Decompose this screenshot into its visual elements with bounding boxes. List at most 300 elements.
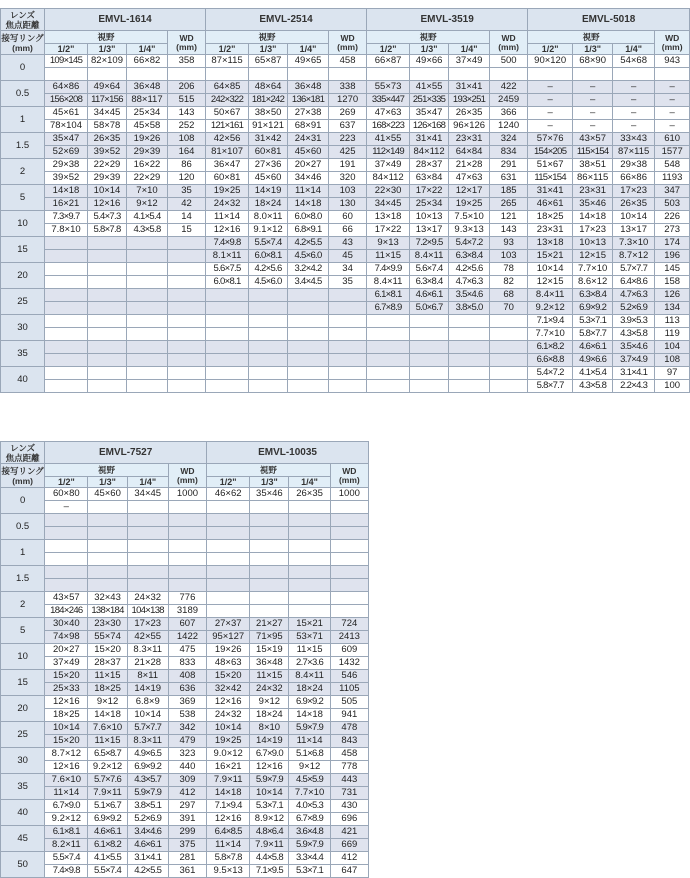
working-distance-cell: 309 (168, 774, 206, 787)
field-of-view-cell (88, 367, 127, 380)
extension-ring-value: 0 (1, 488, 45, 514)
working-distance-cell (655, 68, 690, 81)
field-of-view-cell (206, 328, 249, 341)
field-of-view-cell (207, 501, 250, 514)
working-distance-cell (329, 367, 367, 380)
field-of-view-cell: 6.5×8.7 (88, 748, 127, 761)
wd-header: WD (mm) (168, 464, 206, 488)
field-of-view-cell: 46×62 (207, 488, 250, 501)
working-distance-cell: 443 (330, 774, 368, 787)
field-of-view-cell: 6.4×8.5 (207, 826, 250, 839)
field-of-view-cell (127, 501, 168, 514)
field-of-view-cell: 9.2×12 (45, 813, 88, 826)
field-of-view-cell: 4.1×5.4 (573, 367, 613, 380)
field-of-view-cell: 50×67 (206, 107, 249, 120)
field-of-view-cell: 19×26 (207, 644, 250, 657)
working-distance-cell: 515 (168, 94, 206, 107)
field-of-view-cell (45, 328, 88, 341)
working-distance-cell: 60 (329, 211, 367, 224)
field-of-view-cell (45, 553, 88, 566)
field-of-view-cell: 14×18 (45, 185, 88, 198)
working-distance-cell: 458 (330, 748, 368, 761)
field-of-view-cell: 31×41 (449, 81, 490, 94)
field-of-view-cell: 41×55 (367, 133, 410, 146)
working-distance-cell: 121 (490, 211, 528, 224)
field-of-view-cell: 74×98 (45, 631, 88, 644)
field-of-view-cell: 126×168 (410, 120, 449, 133)
field-of-view-cell: 7.1×9.5 (250, 865, 289, 878)
field-of-view-cell: 4.3×5.8 (127, 224, 168, 237)
working-distance-cell: 425 (329, 146, 367, 159)
field-of-view-cell (249, 289, 288, 302)
table-row (1, 514, 369, 527)
working-distance-cell: 696 (330, 813, 368, 826)
model-header: EMVL-7527 (45, 442, 207, 464)
field-of-view-cell: 9.3×13 (449, 224, 490, 237)
field-of-view-cell: 7.4×9.9 (367, 263, 410, 276)
field-of-view-cell: 13×18 (528, 237, 573, 250)
field-of-view-cell: 5.7×7.7 (613, 263, 655, 276)
field-of-view-cell: 9×12 (289, 761, 330, 774)
field-of-view-cell: – (573, 107, 613, 120)
working-distance-cell (168, 289, 206, 302)
working-distance-cell (329, 302, 367, 315)
field-of-view-cell (45, 302, 88, 315)
field-of-view-cell: 66×87 (367, 55, 410, 68)
field-of-view-cell (250, 579, 289, 592)
working-distance-cell (168, 527, 206, 540)
field-of-view-cell: 22×29 (127, 172, 168, 185)
field-of-view-cell (206, 380, 249, 393)
working-distance-cell: 342 (168, 722, 206, 735)
field-of-view-cell: – (573, 81, 613, 94)
field-of-view-cell: 11×14 (206, 211, 249, 224)
working-distance-cell: 143 (490, 224, 528, 237)
field-of-view-cell: 13×18 (367, 211, 410, 224)
field-of-view-cell: 60×80 (45, 488, 88, 501)
field-of-view-cell: 47×63 (367, 107, 410, 120)
field-of-view-cell: 5.7×7.7 (127, 722, 168, 735)
field-of-view-cell (88, 354, 127, 367)
field-of-view-cell (410, 328, 449, 341)
field-of-view-cell (127, 367, 168, 380)
field-of-view-cell (88, 302, 127, 315)
field-of-view-cell: 12×16 (45, 761, 88, 774)
field-of-view-cell: 15×21 (528, 250, 573, 263)
field-of-view-cell: – (573, 94, 613, 107)
field-of-view-cell: 37×49 (449, 55, 490, 68)
field-of-view-cell (289, 527, 330, 540)
field-of-view-cell: 71×95 (250, 631, 289, 644)
field-of-view-cell: 5.6×7.4 (410, 263, 449, 276)
field-of-view-cell: 6.3×8.4 (449, 250, 490, 263)
field-of-view-cell (206, 302, 249, 315)
field-of-view-cell (449, 328, 490, 341)
field-of-view-cell: 11×14 (289, 735, 330, 748)
field-of-view-cell (207, 540, 250, 553)
working-distance-cell: 103 (329, 185, 367, 198)
field-of-view-cell: 32×43 (88, 592, 127, 605)
field-of-view-cell: 84×112 (410, 146, 449, 159)
field-of-view-cell (127, 250, 168, 263)
working-distance-cell: 369 (168, 696, 206, 709)
working-distance-cell (168, 341, 206, 354)
table-row (1, 527, 369, 540)
working-distance-cell (168, 380, 206, 393)
field-of-view-cell: 66×86 (613, 172, 655, 185)
field-of-view-cell: 24×32 (250, 683, 289, 696)
field-of-view-cell: 31×41 (410, 133, 449, 146)
field-of-view-cell: 6.9×9.2 (88, 813, 127, 826)
working-distance-cell: 669 (330, 839, 368, 852)
field-of-view-cell: – (613, 120, 655, 133)
field-of-view-cell (45, 276, 88, 289)
field-of-view-cell: 5.9×7.9 (289, 839, 330, 852)
working-distance-cell: 366 (490, 107, 528, 120)
field-of-view-cell (250, 592, 289, 605)
working-distance-cell: 291 (490, 159, 528, 172)
working-distance-cell (330, 605, 368, 618)
field-of-view-cell: 5.1×6.7 (88, 800, 127, 813)
field-of-view-cell: 109×145 (45, 55, 88, 68)
field-of-view-cell: 10×14 (207, 722, 250, 735)
field-of-view-cell: 4.1×5.4 (127, 211, 168, 224)
field-of-view-cell: 4.5×6.0 (288, 250, 329, 263)
working-distance-cell: 479 (168, 735, 206, 748)
field-of-view-cell (88, 514, 127, 527)
field-of-view-cell: 57×76 (528, 133, 573, 146)
field-of-view-cell: 49×65 (288, 55, 329, 68)
field-of-view-cell: 29×39 (88, 172, 127, 185)
field-of-view-cell: 8.6×12 (573, 276, 613, 289)
field-of-view-cell (45, 68, 88, 81)
field-of-view-cell: – (528, 107, 573, 120)
field-of-view-cell (449, 68, 490, 81)
field-of-view-cell: 63×84 (410, 172, 449, 185)
field-of-view-cell: 21×28 (449, 159, 490, 172)
table-row (1, 696, 369, 709)
field-of-view-cell (206, 354, 249, 367)
field-of-view-cell (45, 566, 88, 579)
field-of-view-cell: 87×115 (613, 146, 655, 159)
field-of-view-cell (249, 68, 288, 81)
sensor-size-header: 1/4" (613, 44, 655, 55)
field-of-view-cell: 28×37 (410, 159, 449, 172)
extension-ring-value: 40 (1, 800, 45, 826)
working-distance-cell: 538 (168, 709, 206, 722)
field-of-view-cell: 8.2×11 (45, 839, 88, 852)
field-of-view-cell: 335×447 (367, 94, 410, 107)
field-of-view-cell: 8.4×11 (528, 289, 573, 302)
field-of-view-cell: 6.0×8.1 (206, 276, 249, 289)
table-row (1, 120, 690, 133)
field-of-view-cell (127, 579, 168, 592)
working-distance-cell: – (655, 120, 690, 133)
field-of-view-cell (127, 315, 168, 328)
working-distance-cell: 391 (168, 813, 206, 826)
sensor-size-header: 1/2" (207, 477, 250, 488)
field-of-view-cell: 60×81 (206, 172, 249, 185)
field-of-view-cell: 29×38 (45, 159, 88, 172)
working-distance-cell: 375 (168, 839, 206, 852)
table-row (1, 263, 690, 276)
table-row (1, 159, 690, 172)
table-row (1, 380, 690, 393)
field-of-view-cell: 48×63 (207, 657, 250, 670)
field-of-view-cell (288, 302, 329, 315)
working-distance-cell: 610 (655, 133, 690, 146)
field-of-view-cell (250, 605, 289, 618)
working-distance-cell: 143 (168, 107, 206, 120)
working-distance-cell: 724 (330, 618, 368, 631)
working-distance-cell: 338 (329, 81, 367, 94)
table-row (1, 579, 369, 592)
field-of-view-cell: 11×15 (250, 670, 289, 683)
field-of-view-cell: 35×47 (45, 133, 88, 146)
working-distance-cell (168, 237, 206, 250)
working-distance-cell: 174 (655, 237, 690, 250)
field-of-view-cell: 3.4×4.5 (288, 276, 329, 289)
spec-table-2 (0, 441, 369, 878)
extension-ring-value: 20 (1, 263, 45, 289)
field-of-view-cell (289, 566, 330, 579)
extension-ring-value: 1.5 (1, 566, 45, 592)
working-distance-cell: 113 (655, 315, 690, 328)
field-of-view-cell: 6.7×9.0 (250, 748, 289, 761)
field-of-view-cell: 23×31 (528, 224, 573, 237)
field-of-view-cell (288, 354, 329, 367)
field-of-view-cell (250, 527, 289, 540)
field-of-view-cell: 82×109 (88, 55, 127, 68)
working-distance-cell (329, 380, 367, 393)
field-of-view-cell (88, 276, 127, 289)
field-of-view-cell: 8.0×11 (249, 211, 288, 224)
field-of-view-cell: 21×28 (127, 657, 168, 670)
field-of-view-cell (288, 68, 329, 81)
field-of-view-cell: 31×41 (528, 185, 573, 198)
field-of-view-cell: 14×18 (288, 198, 329, 211)
field-of-view-cell: 3.5×4.6 (613, 341, 655, 354)
working-distance-cell: 1422 (168, 631, 206, 644)
working-distance-cell: 42 (168, 198, 206, 211)
working-distance-cell: 226 (655, 211, 690, 224)
field-of-view-cell (449, 341, 490, 354)
table-row (1, 341, 690, 354)
field-of-view-cell: 39×52 (88, 146, 127, 159)
field-of-view-cell (288, 341, 329, 354)
field-of-view-cell (45, 527, 88, 540)
working-distance-cell: 145 (655, 263, 690, 276)
field-of-view-cell (367, 328, 410, 341)
field-of-view-cell: 121×161 (206, 120, 249, 133)
field-of-view-cell (45, 237, 88, 250)
field-of-view-cell: 11×14 (207, 839, 250, 852)
field-of-view-cell: 25×34 (127, 107, 168, 120)
field-of-view-cell: 30×40 (45, 618, 88, 631)
field-of-view-cell (127, 553, 168, 566)
field-of-view-header: 視野 (367, 31, 490, 44)
sensor-size-header: 1/2" (206, 44, 249, 55)
working-distance-cell (329, 354, 367, 367)
working-distance-cell: 458 (329, 55, 367, 68)
field-of-view-cell: 4.7×6.3 (449, 276, 490, 289)
working-distance-cell: 252 (168, 120, 206, 133)
field-of-view-cell: 23×30 (88, 618, 127, 631)
field-of-view-cell: 11×15 (88, 670, 127, 683)
field-of-view-cell: 26×35 (449, 107, 490, 120)
field-of-view-cell: 4.6×6.1 (127, 839, 168, 852)
table-row (1, 826, 369, 839)
field-of-view-cell: 52×69 (45, 146, 88, 159)
wd-header: WD (mm) (330, 464, 368, 488)
working-distance-cell (330, 566, 368, 579)
sensor-size-header: 1/3" (88, 44, 127, 55)
wd-header: WD (mm) (168, 31, 206, 55)
field-of-view-cell (288, 367, 329, 380)
field-of-view-cell: 5.5×7.4 (45, 852, 88, 865)
field-of-view-cell: 45×60 (249, 172, 288, 185)
field-of-view-cell (367, 315, 410, 328)
working-distance-cell (330, 579, 368, 592)
field-of-view-cell: 6.1×8.2 (528, 341, 573, 354)
field-of-view-cell (88, 289, 127, 302)
table-row (1, 250, 690, 263)
field-of-view-cell: 12×15 (573, 250, 613, 263)
field-of-view-cell: 193×251 (449, 94, 490, 107)
model-header: EMVL-3519 (367, 9, 528, 31)
field-of-view-cell: 41×55 (410, 81, 449, 94)
field-of-view-cell (410, 380, 449, 393)
field-of-view-cell: 43×57 (45, 592, 88, 605)
working-distance-cell: 843 (330, 735, 368, 748)
working-distance-cell (330, 553, 368, 566)
working-distance-cell: 158 (655, 276, 690, 289)
sensor-size-header: 1/3" (410, 44, 449, 55)
extension-ring-value: 40 (1, 367, 45, 393)
table-row (1, 683, 369, 696)
field-of-view-cell: 25×34 (410, 198, 449, 211)
wd-header: WD (mm) (490, 31, 528, 55)
field-of-view-cell: 49×66 (410, 55, 449, 68)
field-of-view-cell: 9.2×12 (88, 761, 127, 774)
table-row (1, 787, 369, 800)
field-of-view-cell: 14×19 (250, 735, 289, 748)
field-of-view-cell (288, 328, 329, 341)
field-of-view-cell: 64×86 (45, 81, 88, 94)
lens-focal-length-header: レンズ 焦点距離 (1, 9, 45, 31)
field-of-view-cell: 3.1×4.1 (613, 367, 655, 380)
field-of-view-cell: 6.0×8.0 (288, 211, 329, 224)
field-of-view-cell: 12×16 (207, 813, 250, 826)
working-distance-cell: 269 (329, 107, 367, 120)
field-of-view-cell: – (528, 94, 573, 107)
field-of-view-cell: – (528, 81, 573, 94)
field-of-view-cell: 26×35 (88, 133, 127, 146)
working-distance-cell (330, 592, 368, 605)
field-of-view-cell: 4.9×6.6 (573, 354, 613, 367)
field-of-view-cell: 15×20 (207, 670, 250, 683)
field-of-view-cell: 38×50 (249, 107, 288, 120)
working-distance-cell (330, 540, 368, 553)
field-of-view-cell: 12×16 (250, 761, 289, 774)
sensor-size-header: 1/3" (250, 477, 289, 488)
field-of-view-cell: 12×15 (528, 276, 573, 289)
field-of-view-cell: 7.1×9.4 (207, 800, 250, 813)
field-of-view-cell: 6.1×8.1 (45, 826, 88, 839)
field-of-view-cell (127, 328, 168, 341)
table-row (1, 211, 690, 224)
working-distance-cell: 422 (490, 81, 528, 94)
extension-ring-value: 25 (1, 722, 45, 748)
working-distance-cell: 103 (490, 250, 528, 263)
field-of-view-cell: 4.2×5.6 (249, 263, 288, 276)
working-distance-cell: 637 (329, 120, 367, 133)
working-distance-cell: 297 (168, 800, 206, 813)
field-of-view-header: 視野 (45, 464, 169, 477)
table-row (1, 276, 690, 289)
field-of-view-cell (88, 328, 127, 341)
field-of-view-cell: 4.3×5.8 (573, 380, 613, 393)
working-distance-cell: 609 (330, 644, 368, 657)
field-of-view-cell: 5.5×7.4 (249, 237, 288, 250)
wd-header: WD (mm) (329, 31, 367, 55)
field-of-view-cell: 12×17 (449, 185, 490, 198)
field-of-view-cell: 18×24 (289, 683, 330, 696)
sensor-size-header: 1/2" (528, 44, 573, 55)
field-of-view-cell: 3.1×4.1 (127, 852, 168, 865)
working-distance-cell: 2413 (330, 631, 368, 644)
field-of-view-cell (207, 605, 250, 618)
field-of-view-cell: 27×37 (207, 618, 250, 631)
field-of-view-cell: 8.7×12 (613, 250, 655, 263)
field-of-view-cell: 34×46 (288, 172, 329, 185)
working-distance-cell: 100 (655, 380, 690, 393)
working-distance-cell: 43 (329, 237, 367, 250)
field-of-view-cell: 17×22 (367, 224, 410, 237)
field-of-view-cell: 8.3×11 (127, 644, 168, 657)
field-of-view-cell (249, 380, 288, 393)
field-of-view-cell: 9.1×12 (249, 224, 288, 237)
field-of-view-cell: 7×10 (127, 185, 168, 198)
table-row (1, 735, 369, 748)
field-of-view-cell: 24×32 (206, 198, 249, 211)
extension-ring-value: 10 (1, 644, 45, 670)
field-of-view-cell: 3.6×4.8 (289, 826, 330, 839)
field-of-view-cell: 115×154 (573, 146, 613, 159)
field-of-view-cell: 117×156 (88, 94, 127, 107)
field-of-view-cell: 7.3×9.7 (45, 211, 88, 224)
field-of-view-cell: 20×27 (288, 159, 329, 172)
field-of-view-cell (207, 566, 250, 579)
working-distance-cell (490, 380, 528, 393)
field-of-view-cell: 3.7×4.9 (613, 354, 655, 367)
field-of-view-cell: 15×21 (289, 618, 330, 631)
field-of-view-cell: 154×205 (528, 146, 573, 159)
field-of-view-cell: 17×23 (573, 224, 613, 237)
extension-ring-value: 15 (1, 237, 45, 263)
field-of-view-cell: 28×37 (88, 657, 127, 670)
field-of-view-cell: 10×13 (573, 237, 613, 250)
field-of-view-cell: 24×32 (127, 592, 168, 605)
field-of-view-cell: 34×45 (127, 488, 168, 501)
field-of-view-cell: 42×55 (127, 631, 168, 644)
field-of-view-cell: 22×29 (88, 159, 127, 172)
sensor-size-header: 1/3" (249, 44, 288, 55)
field-of-view-cell: 11×14 (288, 185, 329, 198)
field-of-view-cell: 49×64 (88, 81, 127, 94)
working-distance-cell (490, 68, 528, 81)
field-of-view-cell: 15×20 (45, 735, 88, 748)
